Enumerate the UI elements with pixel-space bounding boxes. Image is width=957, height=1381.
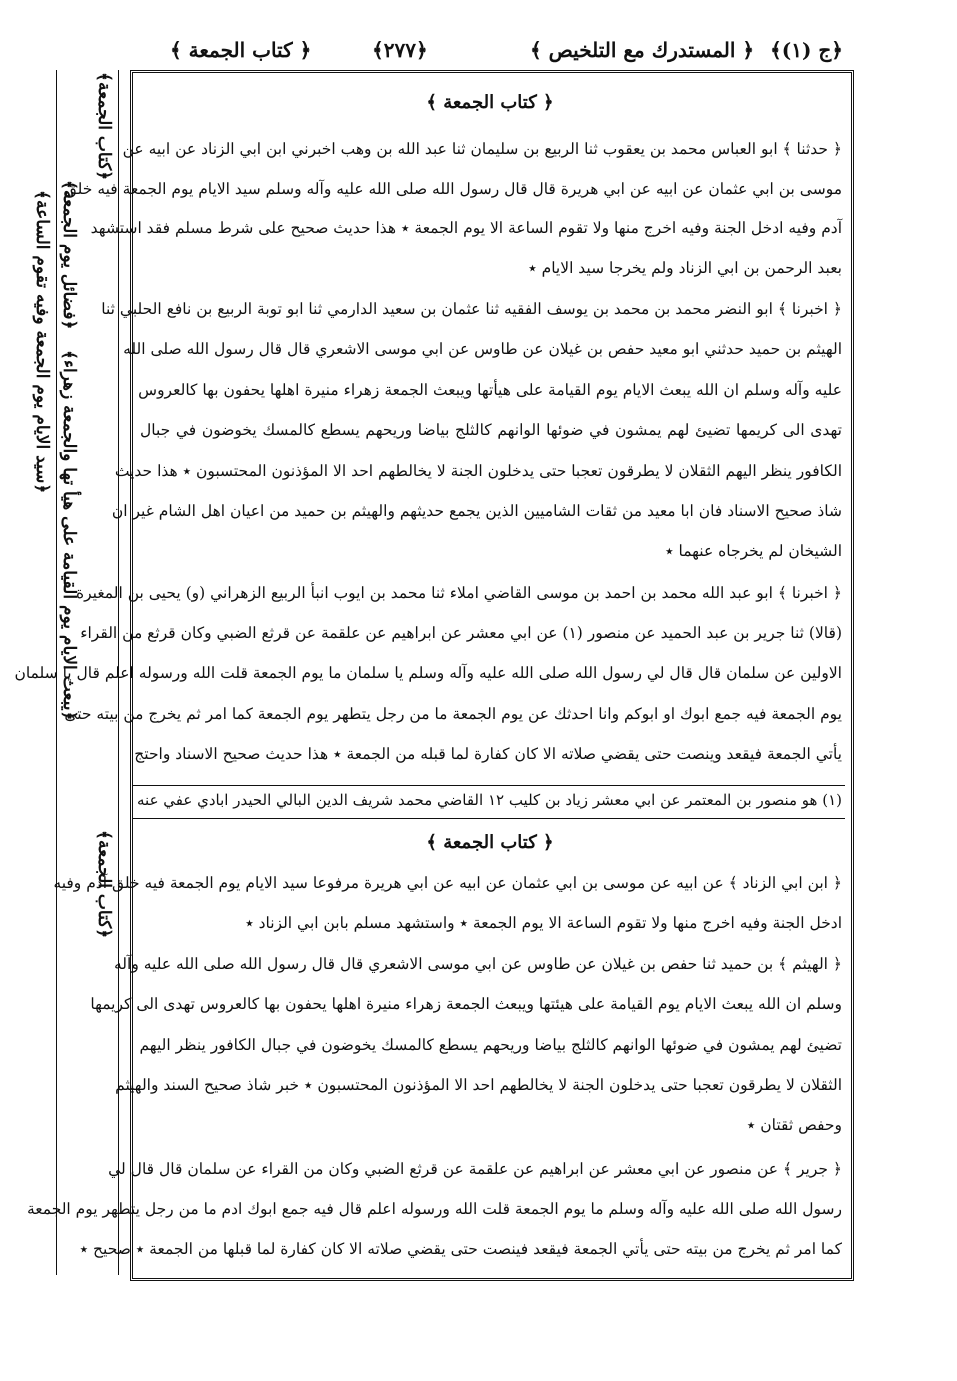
margin-note-virtues: ﴿فضائل يوم الجمعة﴾ <box>59 180 79 330</box>
margin-note-book: ﴿كتاب الجمعة﴾ <box>94 72 114 181</box>
text-line: ﴿ الهيثم ﴾ بن حميد ثنا حفص بن غيلان عن طاوس عن ابي موسى الاشعري قال قال رسول الله صلى الله عليه وآله <box>113 955 842 973</box>
text-line: رسول الله صلى الله عليه وآله وسلم ما يوم الجمعة قلت الله ورسوله اعلم قال فيه جمع ابوك ادم ما من رجل يتطهر يوم الجمعة <box>26 1200 842 1218</box>
text-line: عليه وآله وسلم ان الله يبعث الايام يوم القيامة على هيأتها ويبعث الجمعة زهراء منيرة اهلها يحفون بها كالعروس <box>138 381 842 399</box>
text-line: الاولين عن سلمان قال قال لي رسول الله صلى الله عليه وآله وسلم يا سلمان ما يوم الجمعة قلت الله ورسوله اعلم قال يا سلمان <box>14 664 842 682</box>
text-line: ﴿ جرير ﴾ عن منصور عن ابي معشر عن ابراهيم عن علقمة عن قرثع الضبي وكان من القراء عن سلمان قال قال لي <box>108 1160 842 1178</box>
text-line: تضيئ لهم يمشون في ضوئها الوانهم كالثلج بياضا وريحهم يسطع كالمسك يخوضون في جبال الكافور ينظر اليهم <box>139 1036 842 1054</box>
text-line: يوم الجمعة فيه جمع ابوك او ابوكم وانا احدثك عن يوم الجمعة ما من رجل يتطهر يوم الجمعة كما امر ثم يخرج من بيته حتى <box>64 705 842 723</box>
margin-note-book: ﴿كتاب الجمعة﴾ <box>94 830 114 939</box>
text-line: آدم وفيه ادخل الجنة وفيه اخرج منها ولا تقوم الساعة الا يوم الجمعة ٭ هذا حديث صحيح على شرط مسلم فقد استشهد <box>90 219 842 237</box>
text-line: وحفص ثقتان ٭ <box>746 1116 842 1134</box>
margin-note-resurrection: ﴿يبعث الايام يوم القيامة على هيأ تها والجمعة زهراء﴾ <box>59 350 79 721</box>
text-line: ادخل الجنة وفيه اخرج منها ولا تقوم الساعة الا يوم الجمعة ٭ واستشهد مسلم بابن ابي الزناد ٭ <box>245 914 842 932</box>
text-line: وسلم ان الله يبعث الايام يوم القيامة على هيئتها ويبعث الجمعة زهراء منيرة اهلها يحفون بها كالعروس تهدى الى كريمها <box>90 995 842 1013</box>
text-line: ﴿ ابن ابي الزناد ﴾ عن ابيه عن موسى بن ابي عثمان عن ابيه عن ابي هريرة مرفوعا سيد الايام يوم الجمعة فيه خلق آدم وفيه <box>53 874 842 892</box>
section-title: ﴿ كتاب الجمعة ﴾ <box>426 92 554 113</box>
text-line: الشيخان لم يخرجاه عنهما ٭ <box>665 542 842 560</box>
text-line: ﴿ اخبرنا ﴾ ابو النضر محمد بن محمد بن يوسف الفقيه ثنا عثمان بن سعيد الدارمي ثنا ابو توبة الربيع بن نافع الحلبي ثنا <box>101 300 842 318</box>
text-line: يأتي الجمعة فيقعد وينصت حتى يقضي صلاته الا كان كفارة لما قبله من الجمعة ٭ هذا حديث صحيح الاسناد واحتج <box>134 745 842 763</box>
text-line: (قالا) ثنا جرير بن عبد الحميد عن منصور (١) عن ابي معشر عن ابراهيم عن علقمة عن قرثع الضبي وكان قرثع من القراء <box>80 624 842 642</box>
book-title: ﴿ كتاب الجمعة ﴾ <box>170 38 312 62</box>
text-line: شاذ صحيح الاسناد فان ابا معيد من ثقات الشاميين الذين يجمع حديثهم والهيثم بن حميد من اعيان اهل الشام غير ان <box>111 502 842 520</box>
footnote: (١) هو منصور بن المعتمر عن ابي معشر زياد بن كليب ١٢ القاضي محمد شريف الدين البالي الحيدر ابادي عفي عنه <box>137 791 842 809</box>
text-line: كما امر ثم يخرج من بيته حتى يأتي الجمعة فيقعد فينصت حتى يقضي صلاته الا كان كفارة لما قبلها من الجمعة ٭ صحيح ٭ <box>79 1240 842 1258</box>
text-line: موسى بن ابي عثمان عن ابيه عن ابي هريرة قال قال رسول الله صلى الله عليه وآله وسلم سيد الايام يوم الجمعة فيه خلق <box>64 180 842 198</box>
volume-label: ﴿ج (١)﴾ <box>770 38 843 62</box>
text-line: بعبد الرحمن بن ابي الزناد ولم يخرجا سيد الايام ٭ <box>528 259 842 277</box>
margin-note-master-of-days: ﴿سيد الايام يوم الجمعة وفيه تقوم الساعة﴾ <box>32 190 52 494</box>
page-number: ﴿٢٧٧﴾ <box>372 38 428 62</box>
text-line: الثقلان لا يطرقون تعجبا حتى يدخلون الجنة لا يخالطهم احد الا المؤذنون المحتسبون ٭ خبر شاذ صحيح السند والهيثم <box>115 1076 842 1094</box>
section-divider <box>133 818 845 819</box>
text-line: الهيثم بن حميد حدثني ابو معيد حفص بن غيلان عن طاوس عن ابي موسى الاشعري قال قال رسول الله صلى الله <box>123 340 842 358</box>
running-title: ﴿ المستدرك مع التلخيص ﴾ <box>530 38 755 62</box>
footnote-rule <box>133 785 845 786</box>
text-line: ﴿ حدثنا ﴾ ابو العباس محمد بن يعقوب ثنا الربيع بن سليمان ثنا عبد الله بن وهب اخبرني ابن ابي الزناد عن ابيه عن <box>122 140 842 158</box>
text-line: ﴿ اخبرنا ﴾ ابو عبد الله محمد بن احمد بن موسى القاضي املاء ثنا محمد بن ايوب انبأ الربيع الزهراني (و) يحيى بن المغيرة <box>75 584 842 602</box>
text-line: تهدى الى كريمها تضيئ لهم يمشون في ضوئها الوانهم كالثلج بياضا وريحهم يسطع كالمسك يخوضون في جبال <box>140 421 842 439</box>
text-line: الكافور ينظر اليهم الثقلان لا يطرقون تعجبا حتى يدخلون الجنة لا يخالطهم احد الا المؤذنون المحتسبون ٭ هذا حديث <box>114 462 842 480</box>
talkhis-title: ﴿ كتاب الجمعة ﴾ <box>426 832 554 853</box>
